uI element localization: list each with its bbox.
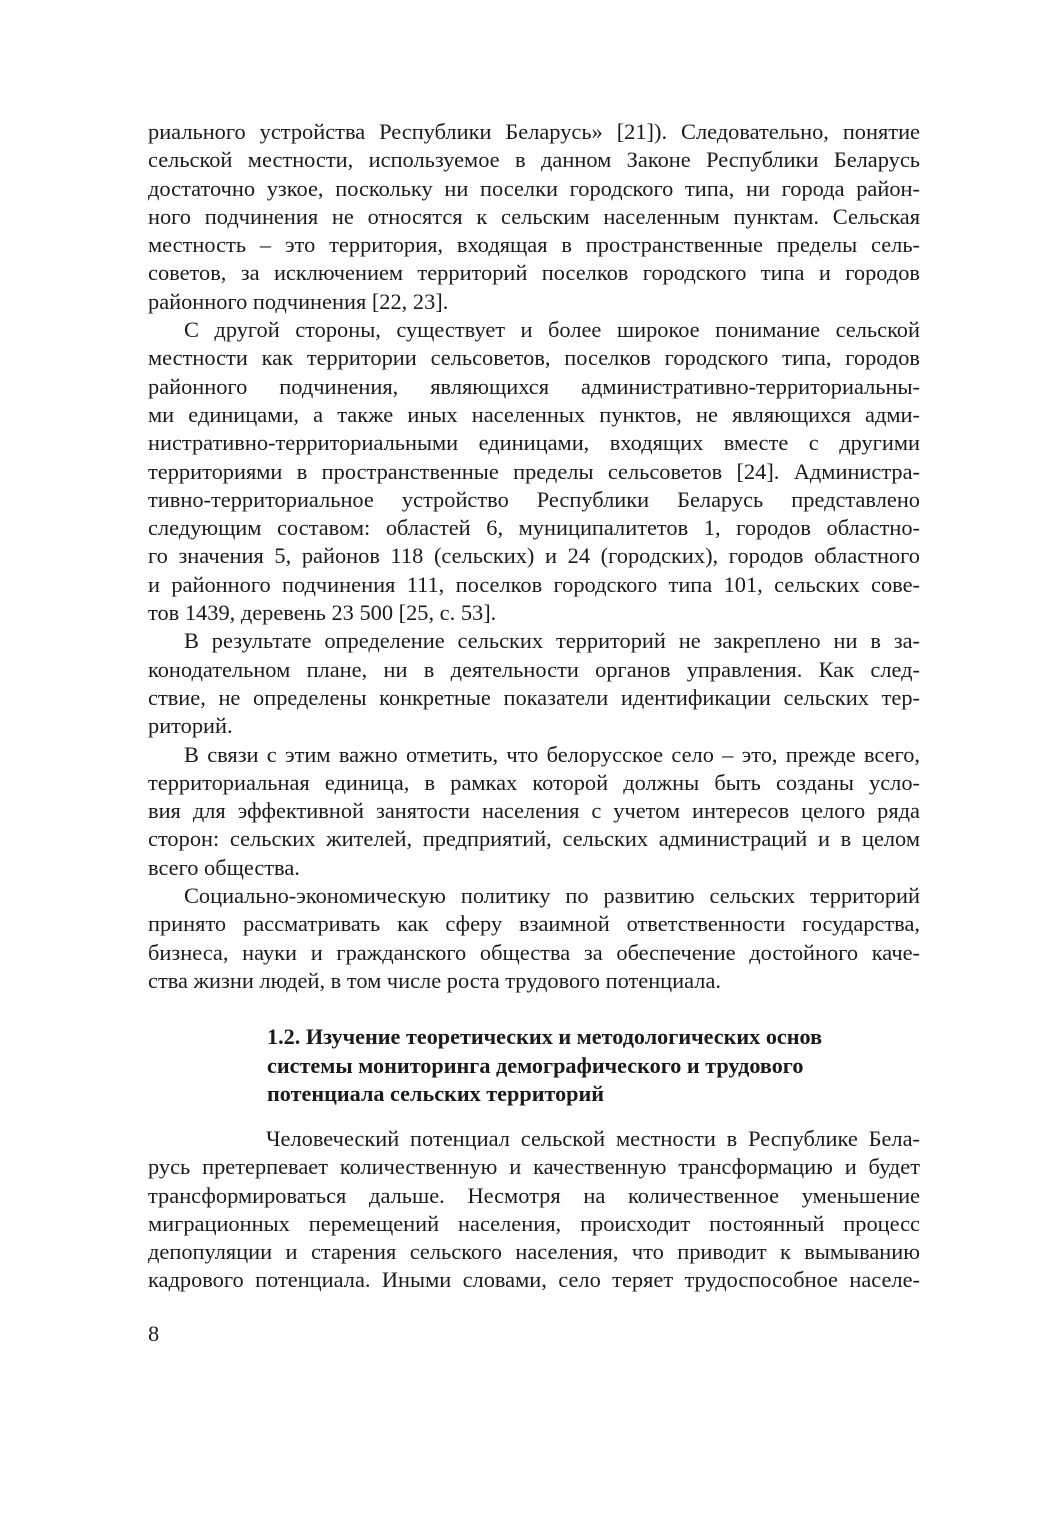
body-text-bottom — [148, 1125, 920, 1295]
text-line: районного подчинения, являющихся административно-территориальны- — [148, 373, 920, 399]
paragraph-5 — [148, 882, 920, 995]
text-line: местность – это территория, входящая в пространственные пределы сель- — [148, 232, 920, 258]
paragraph-1 — [148, 118, 920, 316]
text-line: советов, за исключением территорий поселков городского типа и городов — [148, 260, 920, 286]
text-line: Социально-экономическую политику по развитию сельских территорий — [184, 883, 920, 909]
text-line: сторон: сельских жителей, предприятий, сельских администраций и в целом — [148, 826, 920, 852]
text-line: ствие, не определены конкретные показатели идентификации сельских тер- — [148, 684, 920, 710]
text-line: В связи с этим важно отметить, что белорусское село – это, прежде всего, — [184, 741, 920, 767]
text-line: территориями в пространственные пределы сельсоветов [24]. Администра- — [148, 458, 920, 484]
text-line: риторий. — [148, 713, 233, 739]
paragraph-6 — [148, 1125, 920, 1295]
paragraph-4 — [148, 741, 920, 882]
text-line: В результате определение сельских территорий не закреплено ни в за- — [184, 628, 920, 654]
text-line: бизнеса, науки и гражданского общества за обеспечение достойного каче- — [148, 939, 920, 965]
text-line: достаточно узкое, поскольку ни поселки городского типа, ни города район- — [148, 175, 920, 201]
text-line: тивно-территориальное устройство Республики Беларусь представлено — [148, 486, 920, 512]
text-line: нистративно-территориальными единицами, входящих вместе с другими — [148, 430, 920, 456]
text-line: территориальная единица, в рамках которой должны быть созданы усло- — [148, 769, 920, 795]
paragraph-3 — [148, 627, 920, 740]
body-text-top — [148, 118, 920, 995]
heading-line: потенциала сельских территорий — [267, 1081, 605, 1106]
text-line: риального устройства Республики Беларусь» [21]). Следовательно, понятие — [148, 119, 920, 144]
heading-line: системы мониторинга демографического и трудового — [267, 1052, 804, 1078]
text-line: кадрового потенциала. Иными словами, село теряет трудоспособное населе- — [148, 1267, 920, 1293]
text-line: ства жизни людей, в том числе роста трудового потенциала. — [148, 967, 721, 993]
text-line: принято рассматривать как сферу взаимной ответственности государства, — [148, 911, 920, 937]
text-line: трансформироваться дальше. Несмотря на количественное уменьшение — [148, 1182, 920, 1208]
text-line: вия для эффективной занятости населения с учетом интересов целого ряда — [148, 798, 920, 824]
section-heading — [267, 1023, 927, 1109]
text-line: сельской местности, используемое в данном Законе Республики Беларусь — [148, 147, 920, 173]
text-line: миграционных перемещений населения, происходит постоянный процесс — [148, 1210, 920, 1236]
text-line: местности как территории сельсоветов, поселков городского типа, городов — [148, 345, 920, 371]
heading-line: 1.2. Изучение теоретических и методологических основ — [267, 1024, 823, 1049]
text-line: и районного подчинения 111, поселков городского типа 101, сельских сове- — [148, 571, 920, 597]
text-line: Человеческий потенциал сельской местности в Республике Бела- — [266, 1126, 920, 1151]
text-line: тов 1439, деревень 23 500 [25, с. 53]. — [148, 600, 497, 626]
text-line: всего общества. — [148, 854, 300, 880]
text-line: следующим составом: областей 6, муниципалитетов 1, городов областно- — [148, 515, 920, 541]
paragraph-2 — [148, 316, 920, 627]
text-line: го значения 5, районов 118 (сельских) и 24 (городских), городов областного — [148, 543, 920, 569]
text-line: С другой стороны, существует и более широкое понимание сельской — [184, 317, 920, 343]
text-line: ного подчинения не относятся к сельским населенным пунктам. Сельская — [148, 203, 920, 229]
text-line: районного подчинения [22, 23]. — [148, 288, 449, 314]
page-number: 8 — [148, 1321, 160, 1346]
text-line: конодательном плане, ни в деятельности органов управления. Как след- — [148, 656, 920, 682]
text-line: депопуляции и старения сельского населения, что приводит к вымыванию — [148, 1239, 920, 1265]
text-line: ми единицами, а также иных населенных пунктов, не являющихся адми- — [148, 401, 920, 427]
text-line: русь претерпевает количественную и качественную трансформацию и будет — [148, 1154, 920, 1180]
